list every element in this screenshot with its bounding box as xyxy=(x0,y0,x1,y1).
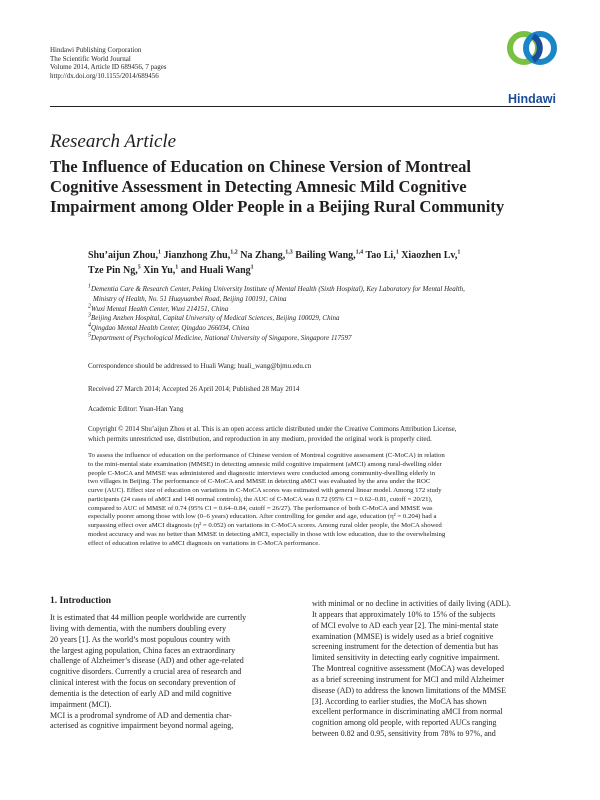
body-text-line: cognitive disorders. Currently a crucial area of research and xyxy=(50,667,242,677)
affiliation-number: 2 xyxy=(88,303,91,310)
body-text-line: dementia is the detection of early AD and mild cognitive xyxy=(50,688,232,698)
author-line xyxy=(88,248,558,263)
section-heading: 1. Introduction xyxy=(50,596,112,606)
body-text-line: It appears that approximately 10% to 15% of the subjects xyxy=(312,609,496,619)
body-text-line: the largest aging population, China faces an extraordinary xyxy=(50,645,236,655)
title-line: Impairment among Older People in a Beijing Rural Community xyxy=(50,197,505,216)
affiliation-text: Qingdao Mental Health Center, Qingdao 266034, China xyxy=(91,324,250,333)
body-text-line: MCI is a prodromal syndrome of AD and dementia char- xyxy=(50,710,232,720)
affiliation-number: 5 xyxy=(88,332,91,339)
affiliation-line xyxy=(88,334,558,344)
affiliation-line xyxy=(88,324,558,334)
affiliation-line xyxy=(88,314,558,324)
body-text-line: between 0.82 and 0.95, sensitivity from 78% to 97%, and xyxy=(312,729,496,739)
body-text-line: living with dementia, with the numbers doubling every xyxy=(50,623,226,633)
affiliation-text: Wuxi Mental Health Center, Wuxi 214151, China xyxy=(91,304,229,313)
abstract-line: To assess the influence of education on the performance of Chinese version of Montreal cognitive assessment (C-MoCA) in relation xyxy=(88,452,445,459)
hindawi-logo-icon xyxy=(500,22,564,92)
author-affiliation-mark: 1 xyxy=(457,249,461,256)
doi-link[interactable]: http://dx.doi.org/10.1155/2014/689456 xyxy=(50,71,159,80)
body-text-line: of MCI evolve to AD each year [2]. The mini-mental state xyxy=(312,620,499,630)
body-text-line: as a brief screening instrument for MCI and mild Alzheimer xyxy=(312,674,505,684)
body-text-line: examination (MMSE) is widely used as a brief cognitive xyxy=(312,631,494,641)
volume-info: Volume 2014, Article ID 689456, 7 pages xyxy=(50,63,167,72)
body-text-line: The Montreal cognitive assessment (MoCA) was developed xyxy=(312,664,504,674)
correspondence-note: Correspondence should be addressed to Huali Wang; huali_wang@bjmu.edu.cn xyxy=(88,362,312,370)
author-affiliation-mark: 1 xyxy=(395,249,399,256)
publisher-name: Hindawi Publishing Corporation xyxy=(50,46,142,54)
body-text-line: clinical interest with the focus on secondary prevention of xyxy=(50,678,236,688)
author-line xyxy=(88,263,558,278)
author-affiliation-mark: 1 xyxy=(158,249,162,256)
body-text-line: It is estimated that 44 million people worldwide are currently xyxy=(50,613,247,622)
copyright-notice xyxy=(88,425,457,445)
author-name: Shu’aijun Zhou, xyxy=(88,250,159,261)
body-column-right xyxy=(312,599,552,740)
affiliation-line xyxy=(88,305,558,315)
body-text-line: disease (AD) to address the known limitations of the MMSE xyxy=(312,685,506,695)
affiliation-text: Dementia Care & Research Center, Peking University Institute of Mental Health (Sixth Hospital), Key Laboratory for Mental Health, xyxy=(91,285,465,293)
author-affiliation-mark: 5 xyxy=(137,264,141,271)
author-name: Xiaozhen Lv, xyxy=(401,250,458,261)
abstract-line: to the mini-mental state examination (MMSE) in detecting amnesic mild cognitive impairment (aMCI) among rural-dwelling older xyxy=(88,460,442,468)
body-text-line: impairment (MCI). xyxy=(50,699,112,709)
author-affiliation-mark: 1 xyxy=(250,264,254,271)
abstract-line: surpassing effect over aMCI diagnosis (η² = 0.052) on variations in C-MoCA scores. Among rural older people, the MoCA showed xyxy=(88,522,442,529)
academic-editor: Academic Editor: Yuan-Han Yang xyxy=(88,405,184,413)
body-column-left xyxy=(50,613,290,732)
publication-dates: Received 27 March 2014; Accepted 26 April 2014; Published 28 May 2014 xyxy=(88,385,300,393)
body-text-line: [3]. According to earlier studies, the MoCA has shown xyxy=(312,696,487,706)
author-name: Na Zhang, xyxy=(240,250,286,261)
journal-metadata xyxy=(50,46,167,80)
article-type: Research Article xyxy=(50,131,177,152)
body-text-line: with minimal or no decline in activities of daily living (ADL). xyxy=(312,599,511,608)
author-affiliation-mark: 1,4 xyxy=(355,249,364,256)
body-text-line: limited sensitivity in detecting early cognitive impairment. xyxy=(312,653,500,663)
abstract-line: effect of education relative to aMCI diagnosis on variations in C-MoCA performance. xyxy=(88,539,320,547)
author-affiliation-mark: 1 xyxy=(175,264,179,271)
affiliation-number: 1 xyxy=(88,283,91,290)
hindawi-logo xyxy=(500,22,564,108)
affiliation-line xyxy=(88,295,558,305)
affiliation-line xyxy=(88,285,558,295)
journal-name: The Scientific World Journal xyxy=(50,54,131,63)
title-line: The Influence of Education on Chinese Version of Montreal xyxy=(50,157,472,176)
body-text-line: challenge of Alzheimer’s disease (AD) and other age-related xyxy=(50,656,244,666)
author-affiliation-mark: 1,3 xyxy=(285,249,293,256)
article-title xyxy=(50,157,560,217)
abstract-line: people C-MoCA and MMSE was administered and diagnostic interviews were conducted among community-dwelling elderly in xyxy=(88,469,436,477)
affiliation-text: Beijing Anzhen Hospital, Capital University of Medical Sciences, Beijing 100029, China xyxy=(91,314,340,323)
author-list xyxy=(88,248,558,278)
abstract-line: two villages in Beijing. The performance of C-MoCA and MMSE in detecting aMCI was evaluated by the area under the ROC xyxy=(88,478,431,486)
author-name: Tze Pin Ng, xyxy=(88,265,138,276)
affiliation-number: 3 xyxy=(88,313,91,320)
author-affiliation-mark: 1,2 xyxy=(230,249,238,256)
author-name: and Huali Wang xyxy=(180,265,251,276)
abstract-line: compared to AUC of MMSE of 0.74 (95% CI = 0.64–0.84, cutoff = 26/27). The performance of both C-MoCA and MMSE was xyxy=(88,504,433,512)
title-line: Cognitive Assessment in Detecting Amnesic Mild Cognitive xyxy=(50,177,467,196)
copyright-line: which permits unrestricted use, distribution, and reproduction in any medium, provided the original work is properly cited. xyxy=(88,434,432,443)
author-name: Jianzhong Zhu, xyxy=(163,250,231,261)
abstract-line: participants (24 cases of aMCI and 148 normal controls), the AUC of C-MoCA was 0.72 (95% CI = 0.62–0.81, cutoff = 20/21), xyxy=(88,495,433,503)
body-text-line: acterised as cognitive impairment beyond normal ageing, xyxy=(50,721,234,731)
body-text-line: screening instrument for the detection of dementia but has xyxy=(312,642,499,652)
abstract-line: modest accuracy and was no better than MMSE in detecting aMCI, especially in those with low education, due to the overwhelming xyxy=(88,530,446,538)
body-text-line: 20 years [1]. As the world’s most populous country with xyxy=(50,634,230,644)
abstract-line: curve (AUC). Effect size of education on variations in C-MoCA scores was estimated with general linear model. Among 172 study xyxy=(88,487,442,494)
author-name: Tao Li, xyxy=(365,250,396,261)
header-divider xyxy=(50,106,550,107)
affiliation-text: Ministry of Health, No. 51 Huayuanbei Road, Beijing 100191, China xyxy=(93,294,287,303)
affiliations xyxy=(88,285,558,344)
body-text-line: excellent performance in discriminating aMCI from normal xyxy=(312,707,503,717)
author-name: Bailing Wang, xyxy=(295,250,356,261)
abstract xyxy=(88,452,550,548)
affiliation-number: 4 xyxy=(88,322,91,329)
copyright-line: Copyright © 2014 Shu’aijun Zhou et al. This is an open access article distributed under the Creative Commons Attribution License, xyxy=(88,425,457,433)
body-text-line: cognition among old people, with reported AUCs ranging xyxy=(312,718,497,728)
abstract-line: especially poorer among those with low (0–6 years) education. After controlling for gender and age, education (η² = 0.204) had a xyxy=(88,513,437,521)
logo-wordmark: Hindawi xyxy=(508,92,556,106)
affiliation-text: Department of Psychological Medicine, National University of Singapore, Singapore 117597 xyxy=(91,333,352,342)
author-name: Xin Yu, xyxy=(143,265,176,276)
